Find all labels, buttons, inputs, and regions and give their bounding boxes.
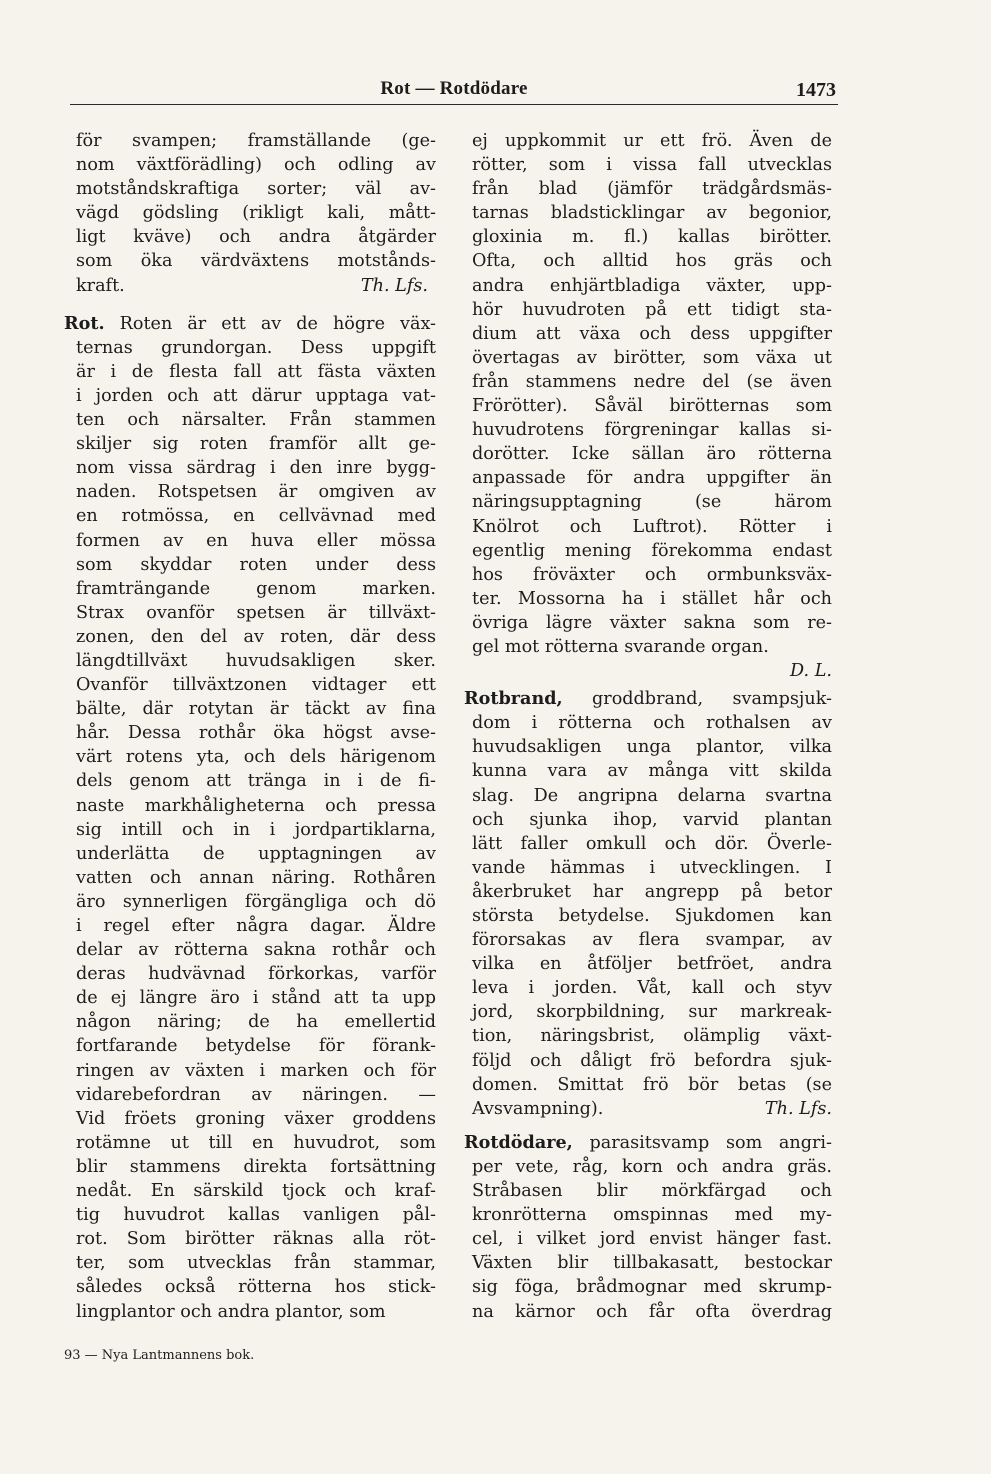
entry-rotbrand-first-line — [464, 687, 832, 711]
text-line: som skyddar roten under dess — [76, 554, 436, 575]
text-line: slag. De angripna delarna svartna — [472, 785, 832, 806]
text-line: Knölrot och Luftrot). Rötter i — [472, 516, 832, 537]
text-line: underlätta de upptagningen av — [76, 843, 436, 864]
text-line: Strax ovanför spetsen är tillväxt- — [76, 602, 436, 623]
text-line: som öka värdväxtens motstånds- — [76, 251, 436, 272]
text-line: kraft. — [76, 275, 125, 296]
text-line: na kärnor och får ofta överdrag — [472, 1301, 832, 1322]
entry-head-rotbrand: Rotbrand, — [464, 688, 563, 710]
text-line: blir stammens direkta fortsättning — [76, 1156, 436, 1177]
text-line: rötter, som i vissa fall utvecklas — [472, 155, 832, 176]
text-line: äro synnerligen förgängliga och dö — [76, 891, 436, 912]
text-line: fortfarande betydelse för förank- — [76, 1036, 436, 1057]
entry-rotbrand-body — [472, 711, 832, 1097]
text-line: framträngande genom marken. — [76, 578, 436, 599]
text-line: Frörötter). Såväl birötternas som — [472, 396, 832, 417]
text-line: anpassade för andra uppgifter än — [472, 468, 832, 489]
text-line: ten och närsalter. Från stammen — [76, 410, 436, 431]
text-line: bälte, där rotytan är täckt av fina — [76, 699, 436, 720]
text-line: åkerbruket har angrepp på betor — [472, 881, 832, 902]
text-line: tion, näringsbrist, olämplig växt- — [472, 1026, 832, 1047]
entry-rotbrand-last — [472, 1097, 832, 1121]
text-line: rot. Som birötter räknas alla röt- — [76, 1229, 436, 1250]
text-line: således också rötterna hos stick- — [76, 1277, 436, 1298]
text-line: en rotmössa, en cellvävnad med — [76, 506, 436, 527]
text-line: i jorden och att därur upptaga vat- — [76, 385, 436, 406]
left-column — [64, 129, 436, 1324]
text-line: är i de flesta fall att fästa växten — [76, 361, 436, 382]
text-line: och sjunka ihop, varvid plantan — [472, 809, 832, 830]
text-line: kronrötterna omspinnas med my- — [472, 1205, 832, 1226]
entry-rot-first-line — [64, 312, 436, 336]
text-line: nom växtförädling) och odling av — [76, 155, 436, 176]
text-line: följd och dåligt frö befordra sjuk- — [472, 1050, 832, 1071]
right-continuation-text — [472, 129, 832, 659]
text-line: dom i rötterna och rothalsen av — [472, 713, 832, 734]
text-line: tig huvudrot kallas vanligen pål- — [76, 1205, 436, 1226]
text-line: kunna vara av många vitt skilda — [472, 761, 832, 782]
text-line: Ovanför tillväxtzonen vidtager ett — [76, 675, 436, 696]
text-line: ter. Mossorna ha i stället hår och — [472, 588, 832, 609]
text-line: ter, som utvecklas från stammar, — [76, 1253, 436, 1274]
text-line: cel, i vilket jord envist hänger fast. — [472, 1229, 832, 1250]
left-intro-text — [76, 129, 436, 298]
text-line: vägd gödsling (rikligt kali, mått- — [76, 203, 436, 224]
text-line: nom vissa särdrag i den inre bygg- — [76, 458, 436, 479]
text-line: största betydelse. Sjukdomen kan — [472, 906, 832, 926]
running-header — [70, 76, 838, 104]
text-line: rotämne ut till en huvudrot, som — [76, 1132, 436, 1153]
entry-rotdodare-first-line — [464, 1131, 832, 1155]
text-line: lingplantor och andra plantor, som — [76, 1301, 386, 1322]
text-line: hår. Dessa rothår öka högst avse- — [76, 723, 436, 744]
entry-head-rotdodare: Rotdödare, — [464, 1131, 573, 1153]
text-line: deras hudvävnad förkorkas, varför — [76, 964, 436, 985]
signature-th-lfs-1: Th. Lfs. — [360, 275, 428, 296]
text-line: Vid fröets groning växer groddens — [76, 1108, 436, 1129]
text-line: de ej längre äro i stånd att ta upp — [76, 988, 436, 1009]
signature-th-lfs-2: Th. Lfs. — [764, 1098, 832, 1119]
text-line: vande hämmas i utvecklingen. I — [472, 857, 832, 878]
text-line: huvudrotens förgreningar kallas si- — [472, 420, 832, 441]
text-line: andra enhjärtbladiga växter, upp- — [472, 275, 832, 296]
text-line: sig föga, brådmognar med skrump- — [472, 1277, 832, 1298]
entry-rotbrand-last-text: Avsvampning). — [472, 1098, 604, 1119]
text-line: Stråbasen blir mörkfärgad och — [472, 1181, 832, 1202]
entry-rotdodare-body — [472, 1155, 832, 1324]
text-line: vidarebefordran av näringen. — — [76, 1084, 436, 1105]
entry-rot-first: Roten är ett av de högre väx- — [119, 313, 436, 334]
text-line: i regel efter några dagar. Äldre — [76, 916, 436, 936]
text-line: gel mot rötterna svarande organ. — [472, 636, 769, 657]
header-rule — [70, 104, 838, 105]
page-number: 1473 — [796, 79, 836, 101]
text-line: sig intill och in i jordpartiklarna, — [76, 819, 436, 840]
text-line: leva i jorden. Våt, kall och styv — [472, 978, 832, 999]
signature-d-l: D. L. — [790, 661, 832, 682]
text-line: från blad (jämför trädgårdsmäs- — [472, 179, 832, 200]
text-line: Växten blir tillbakasatt, bestockar — [472, 1253, 832, 1274]
text-line: övriga lägre växter sakna som re- — [472, 612, 832, 633]
text-line: dorötter. Icke sällan äro rötterna — [472, 444, 832, 465]
text-line: förorsakas av flera svampar, av — [472, 930, 832, 951]
text-line: ej uppkommit ur ett frö. Även de — [472, 131, 832, 151]
text-line: dium att växa och dess uppgifter — [472, 323, 832, 344]
text-line: någon näring; de ha emellertid — [76, 1012, 436, 1033]
text-line: zonen, den del av roten, där dess — [76, 626, 436, 647]
text-line: längdtillväxt huvudsakligen sker. — [76, 650, 436, 671]
text-line: ternas grundorgan. Dess uppgift — [76, 337, 436, 358]
text-line: per vete, råg, korn och andra gräs. — [472, 1156, 832, 1177]
text-line: gloxinia m. fl.) kallas birötter. — [472, 227, 832, 248]
text-line: hos fröväxter och ormbunksväx- — [472, 564, 832, 585]
page-footer: 93 — Nya Lantmannens bok. — [64, 1348, 255, 1363]
entry-rot-body — [76, 336, 436, 1324]
running-title: Rot — Rotdödare — [380, 78, 528, 99]
text-line: vilka en åtföljer betfröet, andra — [472, 954, 832, 975]
text-line: dels genom att tränga in i de fi- — [76, 771, 436, 792]
text-line: ringen av växten i marken och för — [76, 1060, 436, 1081]
text-line: nedåt. En särskild tjock och kraf- — [76, 1181, 436, 1202]
text-line: naste markhåligheterna och pressa — [76, 795, 436, 816]
text-line: jord, skorpbildning, sur markreak- — [472, 1002, 832, 1023]
text-line: domen. Smittat frö bör betas (se — [472, 1074, 832, 1095]
text-line: lätt faller omkull och dör. Överle- — [472, 833, 832, 854]
entry-rotbrand-first: groddbrand, svampsjuk- — [592, 689, 832, 710]
entry-head-rot: Rot. — [64, 312, 105, 334]
text-line: delar av rötterna sakna rothår och — [76, 940, 436, 961]
text-line: från stammens nedre del (se även — [472, 371, 832, 392]
entry-rotdodare-first: parasitsvamp som angri- — [589, 1132, 833, 1153]
entry-gap — [76, 298, 436, 312]
text-line: för svampen; framställande (ge- — [76, 131, 436, 151]
text-line: Ofta, och alltid hos gräs och — [472, 251, 832, 272]
text-line: motståndskraftiga sorter; väl av- — [76, 179, 436, 200]
text-line: värt rotens yta, och dels härigenom — [76, 747, 436, 768]
text-line: skiljer sig roten framför allt ge- — [76, 434, 436, 455]
text-line: naden. Rotspetsen är omgiven av — [76, 482, 436, 503]
text-line: huvudsakligen unga plantor, vilka — [472, 737, 832, 758]
text-line: övertagas av birötter, som växa ut — [472, 347, 832, 368]
text-line: tarnas bladsticklingar av begonior, — [472, 203, 832, 224]
right-column — [464, 129, 833, 1324]
text-line: näringsupptagning (se härom — [472, 492, 832, 513]
text-line: hör huvudroten på ett tidigt sta- — [472, 299, 832, 320]
text-line: vatten och annan näring. Rothåren — [76, 867, 436, 888]
text-line: ligt kväve) och andra åtgärder — [76, 227, 436, 248]
text-line: formen av en huva eller mössa — [76, 530, 436, 551]
text-line: egentlig mening förekomma endast — [472, 540, 832, 561]
